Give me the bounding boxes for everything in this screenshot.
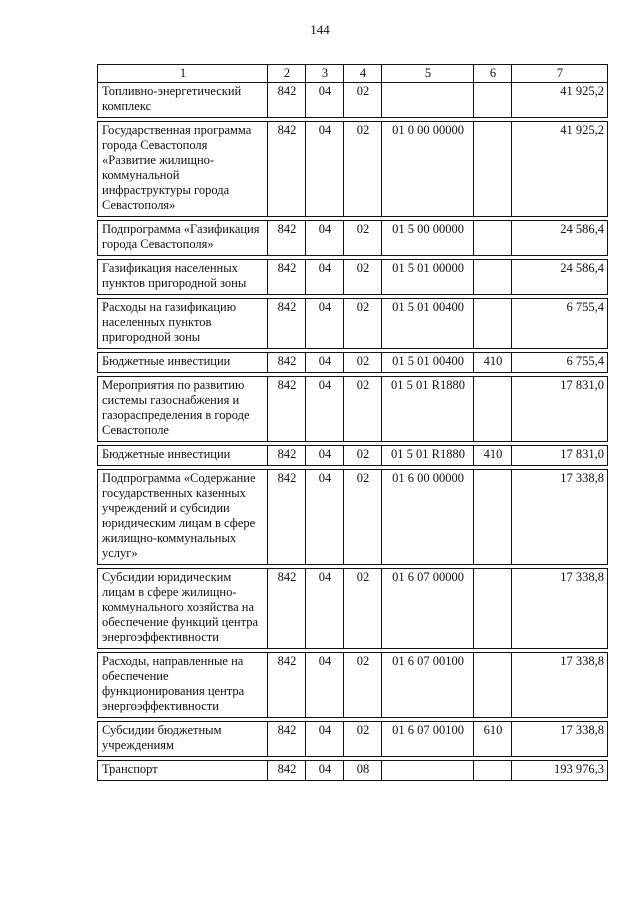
header-col-1: 1 — [98, 65, 268, 83]
row-subsection: 02 — [344, 470, 382, 565]
row-subsection: 02 — [344, 446, 382, 466]
row-amount: 17 338,8 — [512, 722, 608, 757]
row-target-article — [382, 83, 474, 118]
row-subsection: 02 — [344, 83, 382, 118]
row-subsection: 02 — [344, 653, 382, 718]
row-expense-type — [474, 653, 512, 718]
row-expense-type: 410 — [474, 446, 512, 466]
row-expense-type — [474, 221, 512, 256]
table-body — [98, 83, 608, 781]
row-section: 04 — [306, 569, 344, 649]
row-name: Газификация населенных пунктов пригородной зоны — [98, 260, 268, 295]
row-subsection: 08 — [344, 761, 382, 781]
row-expense-type — [474, 299, 512, 349]
row-expense-type — [474, 470, 512, 565]
row-expense-type: 410 — [474, 353, 512, 373]
row-amount: 24 586,4 — [512, 221, 608, 256]
table-row — [98, 569, 608, 649]
row-target-article: 01 6 07 00100 — [382, 653, 474, 718]
row-name: Субсидии бюджетным учреждениям — [98, 722, 268, 757]
row-ved: 842 — [268, 299, 306, 349]
table-row — [98, 377, 608, 442]
row-subsection: 02 — [344, 260, 382, 295]
row-section: 04 — [306, 83, 344, 118]
table-row — [98, 722, 608, 757]
row-name: Транспорт — [98, 761, 268, 781]
row-ved: 842 — [268, 653, 306, 718]
row-target-article: 01 5 00 00000 — [382, 221, 474, 256]
table-row — [98, 122, 608, 217]
row-amount: 17 338,8 — [512, 653, 608, 718]
row-section: 04 — [306, 221, 344, 256]
row-section: 04 — [306, 299, 344, 349]
row-ved: 842 — [268, 569, 306, 649]
row-subsection: 02 — [344, 377, 382, 442]
row-expense-type — [474, 260, 512, 295]
header-col-7: 7 — [512, 65, 608, 83]
row-amount: 17 831,0 — [512, 446, 608, 466]
row-ved: 842 — [268, 722, 306, 757]
row-name: Топливно-энергетический комплекс — [98, 83, 268, 118]
row-ved: 842 — [268, 353, 306, 373]
row-subsection: 02 — [344, 221, 382, 256]
row-target-article — [382, 761, 474, 781]
table-row — [98, 353, 608, 373]
row-expense-type — [474, 83, 512, 118]
row-name: Государственная программа города Севастополя «Развитие жилищно-коммунальной инфраструктуры города Севастополя» — [98, 122, 268, 217]
budget-table — [97, 64, 608, 781]
table-row — [98, 761, 608, 781]
table-row — [98, 83, 608, 118]
row-ved: 842 — [268, 377, 306, 442]
row-target-article: 01 6 07 00100 — [382, 722, 474, 757]
row-section: 04 — [306, 761, 344, 781]
row-ved: 842 — [268, 221, 306, 256]
table-row — [98, 260, 608, 295]
row-target-article: 01 5 01 R1880 — [382, 377, 474, 442]
row-subsection: 02 — [344, 353, 382, 373]
header-row — [98, 65, 608, 83]
row-amount: 17 831,0 — [512, 377, 608, 442]
row-amount: 17 338,8 — [512, 470, 608, 565]
row-ved: 842 — [268, 83, 306, 118]
row-expense-type — [474, 122, 512, 217]
table-row — [98, 221, 608, 256]
header-col-2: 2 — [268, 65, 306, 83]
row-section: 04 — [306, 377, 344, 442]
row-name: Бюджетные инвестиции — [98, 353, 268, 373]
row-target-article: 01 5 01 00400 — [382, 353, 474, 373]
row-section: 04 — [306, 353, 344, 373]
row-section: 04 — [306, 470, 344, 565]
row-ved: 842 — [268, 446, 306, 466]
row-name: Расходы, направленные на обеспечение функционирования центра энергоэффективности — [98, 653, 268, 718]
row-amount: 24 586,4 — [512, 260, 608, 295]
header-col-5: 5 — [382, 65, 474, 83]
row-subsection: 02 — [344, 722, 382, 757]
row-section: 04 — [306, 260, 344, 295]
row-amount: 17 338,8 — [512, 569, 608, 649]
row-section: 04 — [306, 722, 344, 757]
row-amount: 41 925,2 — [512, 83, 608, 118]
row-expense-type — [474, 569, 512, 649]
header-col-6: 6 — [474, 65, 512, 83]
row-target-article: 01 5 01 00000 — [382, 260, 474, 295]
row-section: 04 — [306, 446, 344, 466]
page-number: 144 — [310, 22, 330, 37]
row-ved: 842 — [268, 122, 306, 217]
row-section: 04 — [306, 653, 344, 718]
table-row — [98, 299, 608, 349]
row-expense-type — [474, 761, 512, 781]
row-name: Расходы на газификацию населенных пунктов пригородной зоны — [98, 299, 268, 349]
row-amount: 41 925,2 — [512, 122, 608, 217]
table-row — [98, 470, 608, 565]
row-ved: 842 — [268, 470, 306, 565]
row-name: Мероприятия по развитию системы газоснабжения и газораспределения в городе Севастополе — [98, 377, 268, 442]
row-target-article: 01 6 00 00000 — [382, 470, 474, 565]
row-amount: 193 976,3 — [512, 761, 608, 781]
row-target-article: 01 5 01 R1880 — [382, 446, 474, 466]
row-ved: 842 — [268, 761, 306, 781]
row-amount: 6 755,4 — [512, 299, 608, 349]
row-name: Подпрограмма «Газификация города Севастополя» — [98, 221, 268, 256]
row-name: Подпрограмма «Содержание государственных казенных учреждений и субсидии юридическим лицам в сфере жилищно-коммунальных услуг» — [98, 470, 268, 565]
row-subsection: 02 — [344, 569, 382, 649]
row-name: Бюджетные инвестиции — [98, 446, 268, 466]
table-row — [98, 653, 608, 718]
row-target-article: 01 6 07 00000 — [382, 569, 474, 649]
row-section: 04 — [306, 122, 344, 217]
header-col-4: 4 — [344, 65, 382, 83]
row-ved: 842 — [268, 260, 306, 295]
row-name: Субсидии юридическим лицам в сфере жилищно-коммунального хозяйства на обеспечение функций центра энергоэффективности — [98, 569, 268, 649]
row-expense-type — [474, 377, 512, 442]
header-col-3: 3 — [306, 65, 344, 83]
row-subsection: 02 — [344, 122, 382, 217]
row-subsection: 02 — [344, 299, 382, 349]
row-amount: 6 755,4 — [512, 353, 608, 373]
row-target-article: 01 0 00 00000 — [382, 122, 474, 217]
table-row — [98, 446, 608, 466]
row-target-article: 01 5 01 00400 — [382, 299, 474, 349]
row-expense-type: 610 — [474, 722, 512, 757]
